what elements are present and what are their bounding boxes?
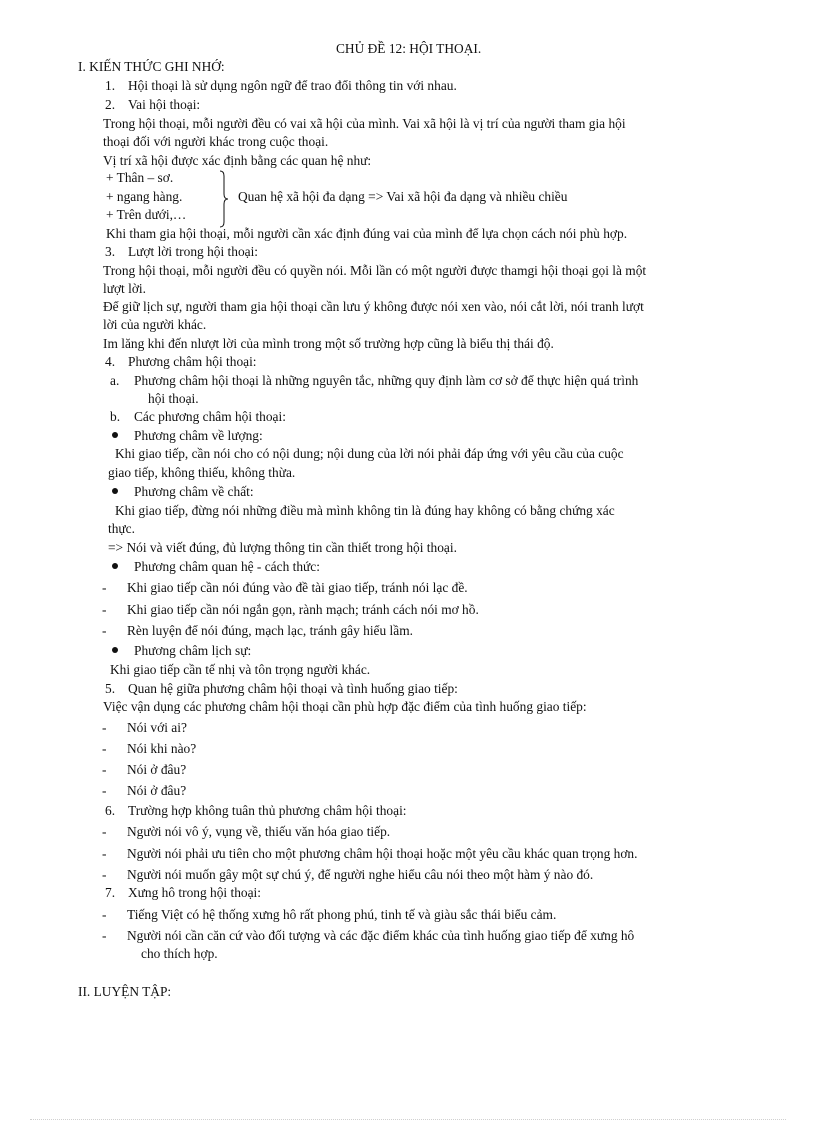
maxim-heading: Phương châm lịch sự: — [134, 643, 252, 658]
dash-marker: - — [102, 720, 107, 735]
list-item: cho thích hợp. — [141, 946, 218, 961]
paragraph: Khi giao tiếp, đừng nói những điều mà mình không tin là đúng hay không có bằng chứng xác — [115, 503, 615, 518]
dash-marker: - — [102, 602, 107, 617]
list-item: Khi giao tiếp cần nói đúng vào đề tài giao tiếp, tránh nói lạc đề. — [127, 580, 468, 595]
item-number: 7. — [105, 885, 116, 900]
dash-marker: - — [102, 783, 107, 798]
section-heading-1: I. KIẾN THỨC GHI NHỚ: — [78, 59, 225, 74]
relation-item: + Thân – sơ. — [106, 170, 174, 185]
paragraph: Vị trí xã hội được xác định bằng các quan hệ như: — [103, 153, 372, 168]
dash-marker: - — [102, 623, 107, 638]
paragraph: thoại đối với người khác trong cuộc thoại. — [103, 134, 329, 149]
list-item: Người nói vô ý, vụng về, thiếu văn hóa giao tiếp. — [127, 824, 391, 839]
sub-text: Phương châm hội thoại là những nguyên tắc, những quy định làm cơ sở để thực hiện quá trình — [134, 373, 639, 388]
maxim-heading: Phương châm quan hệ - cách thức: — [134, 559, 320, 574]
paragraph: Khi tham gia hội thoại, mỗi người cần xác định đúng vai của mình để lựa chọn cách nói phù hợp. — [106, 226, 628, 241]
item-text: Trường hợp không tuân thủ phương châm hội thoại: — [128, 803, 407, 818]
relation-item: + Trên dưới,… — [106, 207, 187, 222]
dash-marker: - — [102, 741, 107, 756]
item-text: Vai hội thoại: — [128, 97, 201, 112]
list-item: Người nói phải ưu tiên cho một phương châm hội thoại hoặc một yêu cầu khác quan trọng hơn. — [127, 846, 638, 861]
paragraph: giao tiếp, không thiếu, không thừa. — [108, 465, 296, 480]
paragraph: Khi giao tiếp cần tế nhị và tôn trọng người khác. — [110, 662, 371, 677]
item-text: Quan hệ giữa phương châm hội thoại và tình huống giao tiếp: — [128, 681, 458, 696]
dash-marker: - — [102, 907, 107, 922]
relation-note: Quan hệ xã hội đa dạng => Vai xã hội đa dạng và nhiều chiều — [238, 189, 568, 204]
maxim-heading: Phương châm về lượng: — [134, 428, 263, 443]
item-text: Phương châm hội thoại: — [128, 354, 257, 369]
dash-marker: - — [102, 580, 107, 595]
paragraph: lượt lời. — [103, 281, 146, 296]
sub-text: Các phương châm hội thoại: — [134, 409, 286, 424]
sub-text: hội thoại. — [148, 391, 199, 406]
bullet-icon — [112, 432, 118, 438]
item-number: 2. — [105, 97, 116, 112]
bullet-icon — [112, 488, 118, 494]
document-title: CHỦ ĐỀ 12: HỘI THOẠI. — [336, 41, 482, 56]
dash-marker: - — [102, 846, 107, 861]
item-number: 5. — [105, 681, 116, 696]
list-item: Nói với ai? — [127, 720, 187, 735]
item-number: 1. — [105, 78, 116, 93]
bullet-icon — [112, 647, 118, 653]
dash-marker: - — [102, 867, 107, 882]
paragraph: Việc vận dụng các phương châm hội thoại cần phù hợp đặc điểm của tình huống giao tiếp: — [103, 699, 587, 714]
section-heading-2: II. LUYỆN TẬP: — [78, 984, 172, 999]
list-item: Nói khi nào? — [127, 741, 197, 756]
bullet-icon — [112, 563, 118, 569]
item-number: 6. — [105, 803, 116, 818]
paragraph: lời của người khác. — [103, 317, 207, 332]
item-number: 3. — [105, 244, 116, 259]
dash-marker: - — [102, 928, 107, 943]
maxim-heading: Phương châm về chất: — [134, 484, 254, 499]
sub-label: a. — [110, 373, 120, 388]
paragraph: Để giữ lịch sự, người tham gia hội thoại cần lưu ý không được nói xen vào, nói cắt lời, nói tranh lượt — [103, 299, 644, 314]
page-bottom-divider — [30, 1119, 786, 1120]
item-number: 4. — [105, 354, 116, 369]
paragraph: Trong hội thoại, mỗi người đều có vai xã hội của mình. Vai xã hội là vị trí của người tham gia hội — [103, 116, 626, 131]
list-item: Rèn luyện để nói đúng, mạch lạc, tránh gây hiểu lầm. — [127, 623, 413, 638]
conclusion: => Nói và viết đúng, đủ lượng thông tin cần thiết trong hội thoại. — [108, 540, 457, 555]
relation-item: + ngang hàng. — [106, 189, 183, 204]
curly-brace-icon — [219, 170, 228, 228]
list-item: Khi giao tiếp cần nói ngắn gọn, rành mạch; tránh cách nói mơ hồ. — [127, 602, 479, 617]
paragraph: Trong hội thoại, mỗi người đều có quyền nói. Mỗi lần có một người được thamgi hội thoại gọi là một — [103, 263, 647, 278]
paragraph: Im lăng khi đến nlượt lời của mình trong một số trường hợp cũng là biểu thị thái độ. — [103, 336, 554, 351]
paragraph: thực. — [108, 521, 135, 536]
sub-label: b. — [110, 409, 121, 424]
dash-marker: - — [102, 824, 107, 839]
item-text: Lượt lời trong hội thoại: — [128, 244, 259, 259]
paragraph: Khi giao tiếp, cần nói cho có nội dung; nội dung của lời nói phải đáp ứng với yêu cầu của cuộc — [115, 446, 624, 461]
list-item: Người nói muốn gây một sự chú ý, để người nghe hiểu câu nói theo một hàm ý nào đó. — [127, 867, 594, 882]
list-item: Tiếng Việt có hệ thống xưng hô rất phong phú, tinh tế và giàu sắc thái biểu cảm. — [127, 907, 557, 922]
list-item: Người nói cần căn cứ vào đối tượng và các đặc điểm khác của tình huống giao tiếp để xưng hô — [127, 928, 635, 943]
item-text: Hội thoại là sử dụng ngôn ngữ để trao đổi thông tin với nhau. — [128, 78, 457, 93]
list-item: Nói ở đâu? — [127, 762, 187, 777]
dash-marker: - — [102, 762, 107, 777]
list-item: Nói ở đâu? — [127, 783, 187, 798]
item-text: Xưng hô trong hội thoại: — [128, 885, 261, 900]
